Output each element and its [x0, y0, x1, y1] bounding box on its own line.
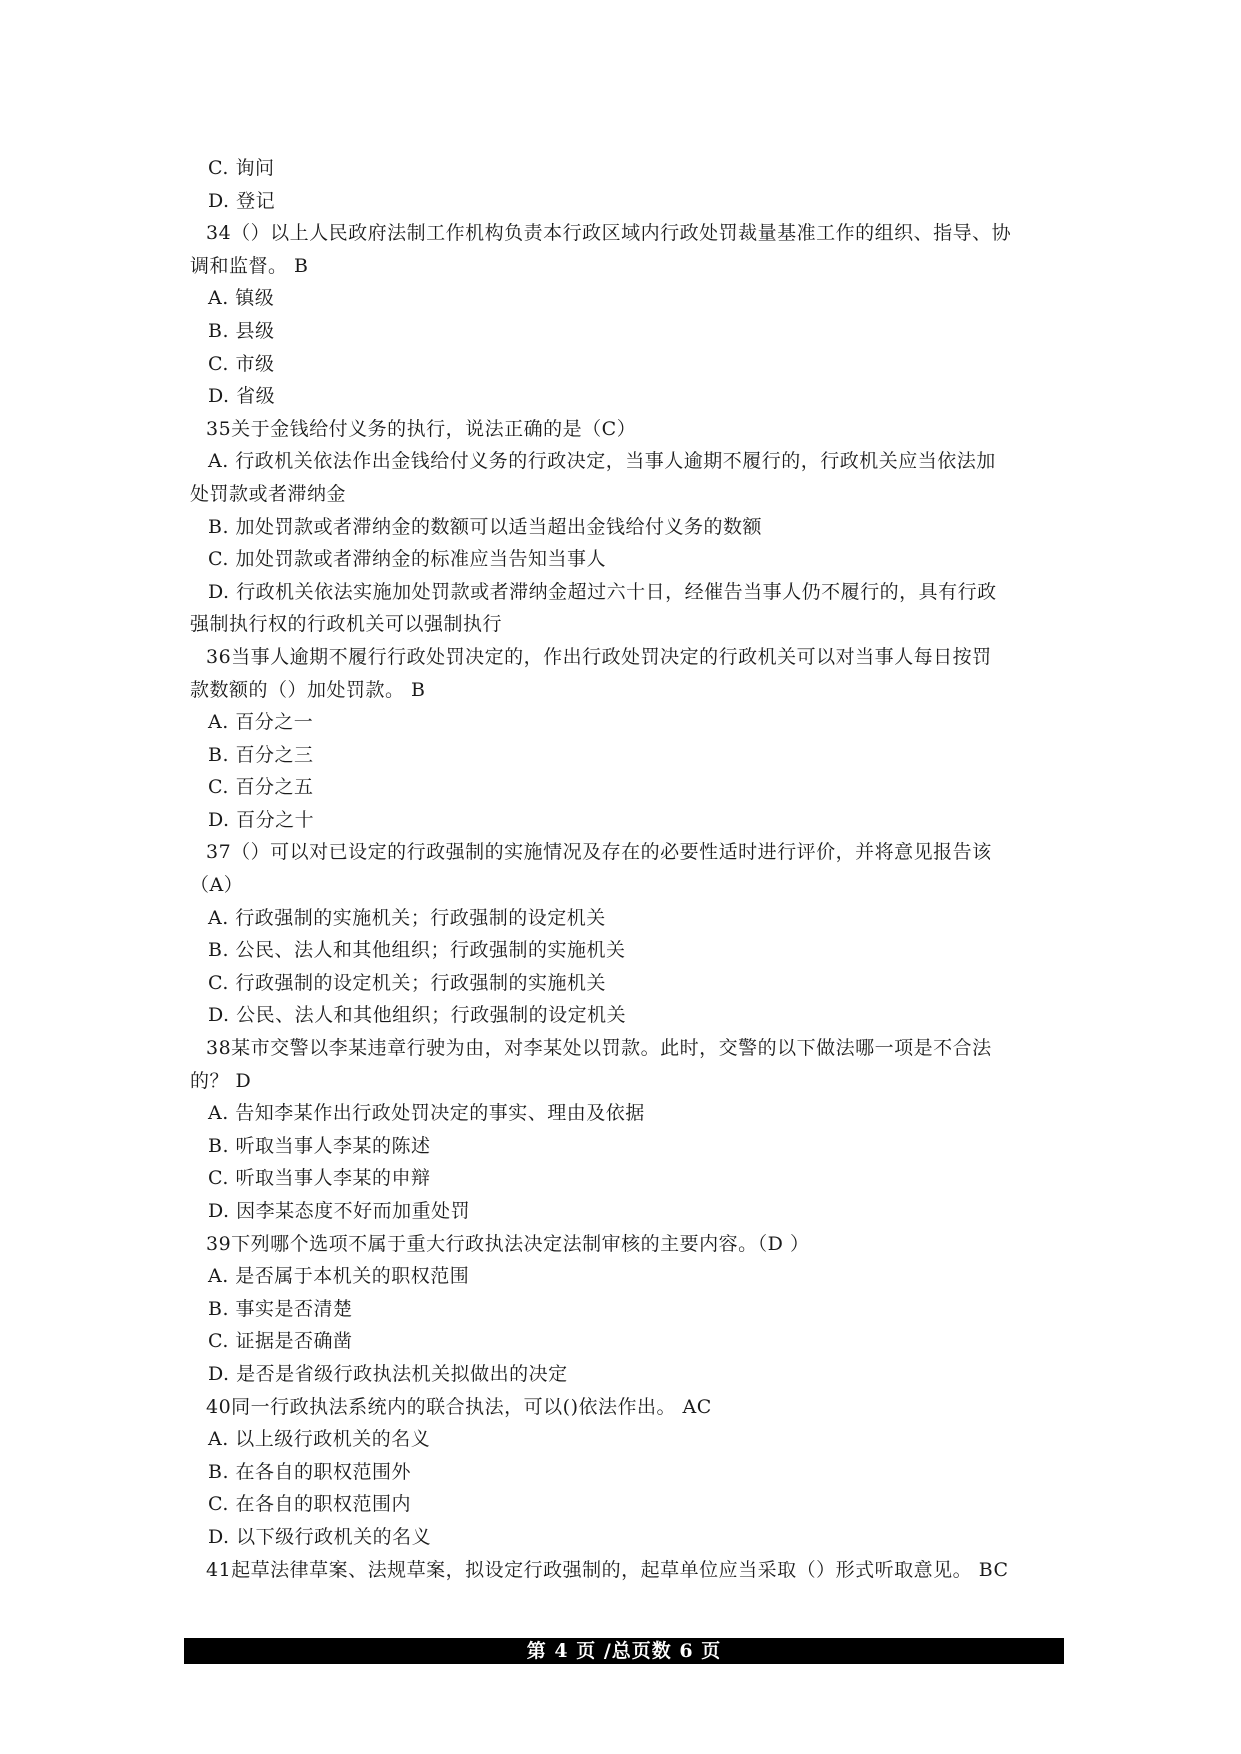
- answer-option: D. 登记: [208, 189, 276, 212]
- answer-option: C. 行政强制的设定机关；行政强制的实施机关: [208, 971, 606, 994]
- question-text-continued: 的？ D: [190, 1069, 252, 1092]
- answer-option: D. 公民、法人和其他组织；行政强制的设定机关: [208, 1004, 627, 1027]
- question-text-continued: 处罚款或者滞纳金: [190, 482, 347, 505]
- question-text: 34（）以上人民政府法制工作机构负责本行政区域内行政处罚裁量基准工作的组织、指导、协: [206, 222, 1012, 245]
- answer-option: D. 是否是省级行政执法机关拟做出的决定: [208, 1362, 568, 1385]
- answer-option: B. 百分之三: [208, 743, 314, 766]
- answer-option: C. 证据是否确凿: [208, 1330, 353, 1353]
- answer-option: B. 公民、法人和其他组织；行政强制的实施机关: [208, 939, 626, 962]
- question-text-continued: 强制执行权的行政机关可以强制执行: [190, 613, 503, 636]
- answer-option: C. 百分之五: [208, 776, 314, 799]
- page-number-label: 第 4 页 /总页数 6 页: [526, 1640, 722, 1662]
- question-text: 41起草法律草案、法规草案，拟设定行政强制的，起草单位应当采取（）形式听取意见。 BC: [206, 1558, 1009, 1581]
- answer-option: D. 百分之十: [208, 808, 315, 831]
- question-text: 38某市交警以李某违章行驶为由，对李某处以罚款。此时，交警的以下做法哪一项是不合法: [206, 1037, 992, 1060]
- question-text-continued: 调和监督。 B: [190, 254, 309, 277]
- page-footer: [184, 1638, 1064, 1664]
- question-text-continued: （A）: [190, 874, 244, 897]
- answer-option: B. 在各自的职权范围外: [208, 1460, 412, 1483]
- answer-option: D. 以下级行政机关的名义: [208, 1525, 432, 1548]
- answer-option: A. 是否属于本机关的职权范围: [208, 1265, 470, 1288]
- answer-option: D. 省级: [208, 385, 276, 408]
- question-text: 40同一行政执法系统内的联合执法，可以()依法作出。 AC: [206, 1395, 712, 1418]
- answer-option: B. 县级: [208, 319, 275, 342]
- answer-option: B. 加处罚款或者滞纳金的数额可以适当超出金钱给付义务的数额: [208, 515, 763, 538]
- answer-option: A. 以上级行政机关的名义: [208, 1428, 431, 1451]
- answer-option: C. 询问: [208, 157, 275, 179]
- answer-option: C. 市级: [208, 352, 275, 375]
- answer-option: D. 行政机关依法实施加处罚款或者滞纳金超过六十日，经催告当事人仍不履行的，具有行政: [208, 580, 997, 603]
- document-body: [190, 152, 1070, 1586]
- question-text: 37（）可以对已设定的行政强制的实施情况及存在的必要性适时进行评价，并将意见报告该: [206, 841, 992, 864]
- answer-option: B. 事实是否清楚: [208, 1297, 353, 1320]
- answer-option: A. 镇级: [208, 287, 275, 310]
- question-text: 39下列哪个选项不属于重大行政执法决定法制审核的主要内容。（D ）: [206, 1232, 810, 1255]
- answer-option: C. 在各自的职权范围内: [208, 1493, 411, 1516]
- answer-option: A. 行政强制的实施机关；行政强制的设定机关: [208, 906, 606, 929]
- answer-option: B. 听取当事人李某的陈述: [208, 1134, 431, 1157]
- question-text-continued: 款数额的（）加处罚款。 B: [190, 678, 426, 701]
- question-text: 36当事人逾期不履行行政处罚决定的，作出行政处罚决定的行政机关可以对当事人每日按罚: [206, 645, 992, 668]
- answer-option: A. 行政机关依法作出金钱给付义务的行政决定，当事人逾期不履行的，行政机关应当依法加: [208, 450, 996, 473]
- answer-option: D. 因李某态度不好而加重处罚: [208, 1200, 471, 1222]
- answer-option: C. 加处罚款或者滞纳金的标准应当告知当事人: [208, 548, 606, 571]
- question-text: 35关于金钱给付义务的执行，说法正确的是（C）: [206, 417, 637, 440]
- answer-option: A. 百分之一: [208, 711, 314, 734]
- answer-option: A. 告知李某作出行政处罚决定的事实、理由及依据: [208, 1102, 645, 1125]
- answer-option: C. 听取当事人李某的申辩: [208, 1167, 431, 1190]
